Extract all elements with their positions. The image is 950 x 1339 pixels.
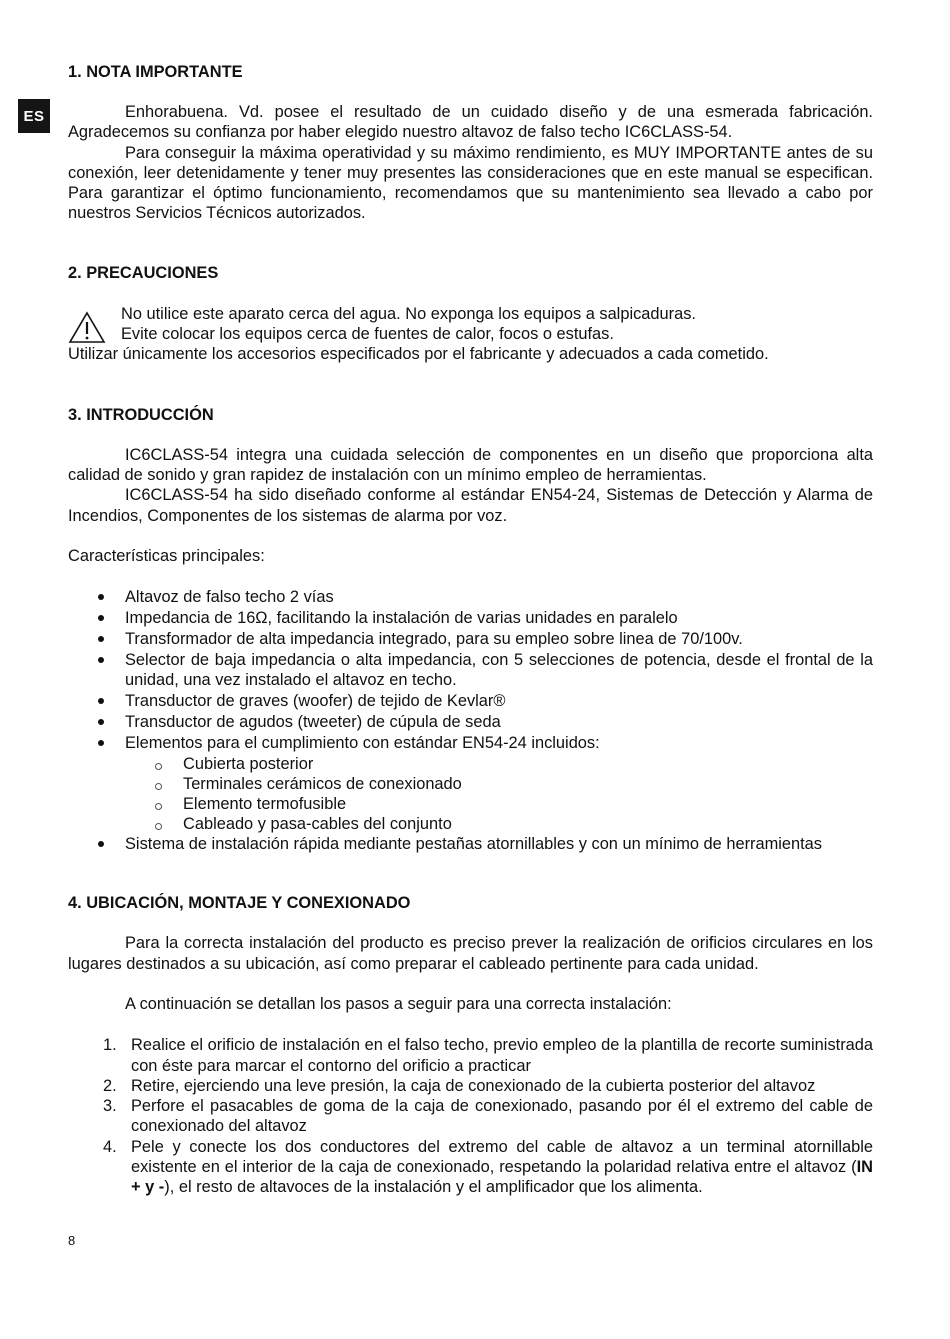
step-item: 4. Pele y conecte los dos conductores del extremo del cable de altavoz a un terminal atornillable existente en el interior de la caja de conexionado, respetando la polaridad relativa entre el altavoz (IN + y -), el resto de altavoces de la instalación y el amplificador que los alimenta. <box>103 1137 873 1197</box>
installation-steps <box>68 1035 873 1197</box>
step-item: 3. Perfore el pasacables de goma de la caja de conexionado, pasando por él el extremo del cable de conexionado del altavoz <box>103 1097 873 1136</box>
sub-list-item: Cubierta posterior <box>125 754 873 774</box>
circle-bullet-icon <box>155 763 162 770</box>
precaution-line: No utilice este aparato cerca del agua. No exponga los equipos a salpicaduras. <box>121 304 696 323</box>
list-item: Elementos para el cumplimiento con estándar EN54-24 incluidos: Cubierta posterior Terminales cerámicos de conexionado Elemento termofusible Cableado y pasa-cables del conjunto <box>68 733 873 834</box>
list-item: Transductor de agudos (tweeter) de cúpula de seda <box>68 712 873 733</box>
circle-bullet-icon <box>155 783 162 790</box>
section-title-ubicacion: 4. UBICACIÓN, MONTAJE Y CONEXIONADO <box>68 894 411 913</box>
bullet-icon <box>98 615 104 621</box>
bullet-icon <box>98 719 104 725</box>
features-list <box>68 587 873 854</box>
features-label: Características principales: <box>68 546 265 565</box>
warning-triangle-icon <box>68 311 106 344</box>
paragraph: IC6CLASS-54 ha sido diseñado conforme al estándar EN54-24, Sistemas de Detección y Alarma de Incendios, Componentes de los sistemas de alarma por voz. <box>68 486 873 525</box>
paragraph: IC6CLASS-54 integra una cuidada selección de componentes en un diseño que proporciona alta calidad de sonido y gran rapidez de instalación con un mínimo empleo de herramientas. <box>68 445 873 484</box>
circle-bullet-icon <box>155 823 162 830</box>
section-title-introduccion: 3. INTRODUCCIÓN <box>68 405 214 424</box>
precaution-line: Utilizar únicamente los accesorios especificados por el fabricante y adecuados a cada cometido. <box>68 345 769 364</box>
paragraph: Para la correcta instalación del producto es preciso prever la realización de orificios circulares en los lugares destinados a su ubicación, así como preparar el cableado pertinente para cada unidad. <box>68 934 873 973</box>
step-item: 2. Retire, ejerciendo una leve presión, la caja de conexionado de la cubierta posterior del altavoz <box>103 1076 816 1095</box>
circle-bullet-icon <box>155 803 162 810</box>
sub-list <box>125 754 873 834</box>
sub-list-item: Terminales cerámicos de conexionado <box>125 774 873 794</box>
sub-list-item: Elemento termofusible <box>125 794 873 814</box>
list-item: Impedancia de 16Ω, facilitando la instalación de varias unidades en paralelo <box>68 608 873 629</box>
bullet-icon <box>98 740 104 746</box>
paragraph: A continuación se detallan los pasos a seguir para una correcta instalación: <box>125 994 672 1013</box>
list-item: Altavoz de falso techo 2 vías <box>68 587 873 608</box>
page-number: 8 <box>68 1233 76 1248</box>
paragraph: Enhorabuena. Vd. posee el resultado de un cuidado diseño y de una esmerada fabricación. Agradecemos su confianza por haber elegido nuestro altavoz de falso techo IC6CLASS-54. <box>68 103 873 142</box>
bullet-icon <box>98 698 104 704</box>
list-item: Transductor de graves (woofer) de tejido de Kevlar® <box>68 691 873 712</box>
bullet-icon <box>98 841 104 847</box>
bullet-icon <box>98 594 104 600</box>
list-item: Sistema de instalación rápida mediante pestañas atornillables y con un mínimo de herramientas <box>68 834 873 855</box>
section-title-nota-importante: 1. NOTA IMPORTANTE <box>68 63 243 81</box>
document-body <box>68 62 873 1198</box>
step-item: 1. Realice el orificio de instalación en el falso techo, previo empleo de la plantilla de recorte suministrada con éste para marcar el contorno del orificio a practicar <box>103 1036 873 1075</box>
polarity-label: IN + y - <box>131 1158 873 1197</box>
list-item: Transformador de alta impedancia integrado, para su empleo sobre linea de 70/100v. <box>68 629 873 650</box>
bullet-icon <box>98 636 104 642</box>
language-tab: ES <box>18 99 50 133</box>
paragraph: Para conseguir la máxima operatividad y su máximo rendimiento, es MUY IMPORTANTE antes de su conexión, leer detenidamente y tener muy presentes las consideraciones que en este manual se especifican. Para garantizar el óptimo funcionamiento, recomendamos que su mantenimiento sea llevado a cabo por nuestros Servicios Técnicos autorizados. <box>68 143 873 223</box>
section-title-precauciones: 2. PRECAUCIONES <box>68 263 219 282</box>
sub-list-item: Cableado y pasa-cables del conjunto <box>125 814 873 834</box>
precaution-line: Evite colocar los equipos cerca de fuentes de calor, focos o estufas. <box>121 325 614 344</box>
warning-block <box>68 304 873 365</box>
bullet-icon <box>98 657 104 663</box>
list-item: Selector de baja impedancia o alta impedancia, con 5 selecciones de potencia, desde el frontal de la unidad, una vez instalado el altavoz en techo. <box>68 650 873 692</box>
